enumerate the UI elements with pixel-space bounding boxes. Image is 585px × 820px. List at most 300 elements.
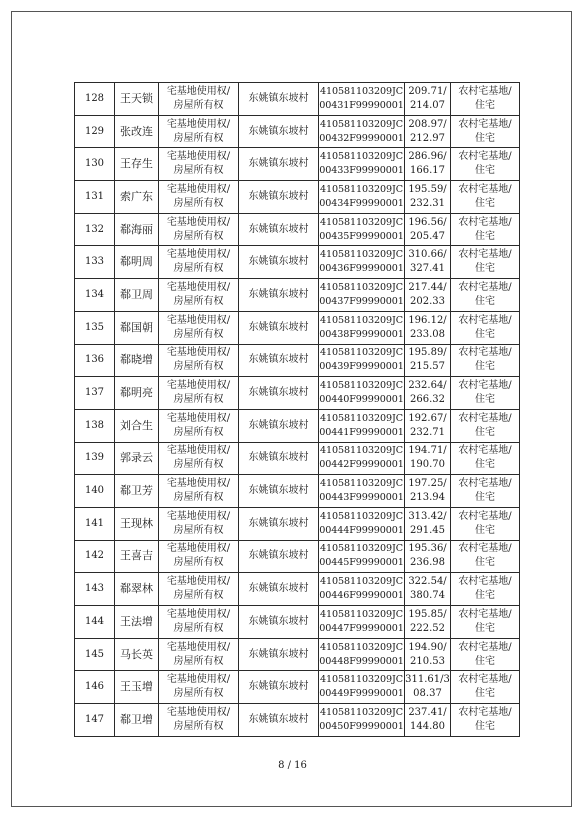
row-number-cell (75, 115, 115, 148)
owner-name-cell (115, 83, 159, 116)
unit-code-cell (319, 638, 405, 671)
location-cell (239, 475, 319, 508)
location: 东姚镇东坡村 (248, 583, 309, 595)
owner-name: 郗卫增 (120, 712, 153, 726)
owner-name: 郗明周 (120, 255, 153, 269)
right-type: 宅基地使用权/ 房屋所有权 (166, 576, 231, 602)
unit-code: 410581103209JC 00447F99990001 (319, 608, 404, 634)
area-cell (405, 213, 451, 246)
unit-code-cell (319, 540, 405, 573)
right-type-cell (159, 704, 239, 737)
location: 东姚镇东坡村 (248, 452, 309, 464)
table-body (75, 83, 520, 737)
owner-name-cell (115, 442, 159, 475)
table-row (75, 704, 520, 737)
registration-table (74, 82, 520, 737)
owner-name: 王喜吉 (120, 549, 153, 563)
area-cell (405, 671, 451, 704)
owner-name: 郗卫芳 (120, 484, 153, 498)
land-use: 农村宅基地/ 住宅 (458, 543, 512, 569)
row-number: 131 (84, 190, 105, 202)
area-cell (405, 475, 451, 508)
owner-name: 马长英 (120, 647, 153, 661)
location-cell (239, 671, 319, 704)
area: 194.90/ 210.53 (408, 641, 447, 667)
land-use: 农村宅基地/ 住宅 (458, 216, 512, 242)
right-type-cell (159, 638, 239, 671)
land-use-cell (451, 311, 520, 344)
area-cell (405, 638, 451, 671)
right-type: 宅基地使用权/ 房屋所有权 (166, 85, 231, 111)
area: 232.64/ 266.32 (408, 380, 447, 406)
right-type: 宅基地使用权/ 房屋所有权 (166, 674, 231, 700)
row-number: 147 (84, 713, 105, 725)
table-row (75, 606, 520, 639)
right-type: 宅基地使用权/ 房屋所有权 (166, 380, 231, 406)
land-use-cell (451, 442, 520, 475)
location-cell (239, 115, 319, 148)
area-cell (405, 409, 451, 442)
right-type-cell (159, 671, 239, 704)
row-number: 139 (84, 452, 105, 464)
right-type: 宅基地使用权/ 房屋所有权 (166, 641, 231, 667)
area: 237.41/ 144.80 (408, 706, 447, 732)
right-type-cell (159, 442, 239, 475)
location: 东姚镇东坡村 (248, 550, 309, 562)
land-use: 农村宅基地/ 住宅 (458, 412, 512, 438)
location-cell (239, 246, 319, 279)
row-number: 145 (84, 648, 105, 660)
unit-code-cell (319, 442, 405, 475)
area-cell (405, 115, 451, 148)
land-use: 农村宅基地/ 住宅 (458, 706, 512, 732)
land-use: 农村宅基地/ 住宅 (458, 380, 512, 406)
unit-code-cell (319, 606, 405, 639)
unit-code: 410581103209JC 00433F99990001 (319, 151, 404, 177)
owner-name: 王现林 (120, 516, 153, 530)
row-number-cell (75, 507, 115, 540)
table-row (75, 115, 520, 148)
location-cell (239, 540, 319, 573)
table-row (75, 540, 520, 573)
table-row (75, 148, 520, 181)
area: 197.25/ 213.94 (408, 478, 447, 504)
right-type-cell (159, 311, 239, 344)
area: 192.67/ 232.71 (408, 412, 447, 438)
right-type: 宅基地使用权/ 房屋所有权 (166, 510, 231, 536)
area-cell (405, 606, 451, 639)
land-use-cell (451, 507, 520, 540)
location: 东姚镇东坡村 (248, 92, 309, 104)
land-use-cell (451, 638, 520, 671)
land-use: 农村宅基地/ 住宅 (458, 347, 512, 373)
land-use-cell (451, 246, 520, 279)
unit-code-cell (319, 115, 405, 148)
area-cell (405, 573, 451, 606)
row-number-cell (75, 540, 115, 573)
land-use-cell (451, 540, 520, 573)
location-cell (239, 148, 319, 181)
right-type-cell (159, 475, 239, 508)
table-row (75, 638, 520, 671)
land-use: 农村宅基地/ 住宅 (458, 576, 512, 602)
area-cell (405, 540, 451, 573)
row-number-cell (75, 377, 115, 410)
row-number: 128 (84, 92, 105, 104)
right-type-cell (159, 213, 239, 246)
location-cell (239, 344, 319, 377)
area: 195.59/ 232.31 (408, 183, 447, 209)
right-type-cell (159, 409, 239, 442)
owner-name: 郗海丽 (120, 222, 153, 236)
location-cell (239, 704, 319, 737)
area: 209.71/ 214.07 (408, 85, 447, 111)
area-cell (405, 311, 451, 344)
unit-code: 410581103209JC 00440F99990001 (319, 380, 404, 406)
right-type-cell (159, 115, 239, 148)
row-number: 138 (84, 419, 105, 431)
land-use-cell (451, 115, 520, 148)
owner-name-cell (115, 181, 159, 214)
location: 东姚镇东坡村 (248, 517, 309, 529)
table-row (75, 671, 520, 704)
location: 东姚镇东坡村 (248, 419, 309, 431)
area: 195.36/ 236.98 (408, 543, 447, 569)
location: 东姚镇东坡村 (248, 648, 309, 660)
land-use-cell (451, 377, 520, 410)
right-type-cell (159, 344, 239, 377)
row-number: 130 (84, 158, 105, 170)
unit-code: 410581103209JC 00448F99990001 (319, 641, 404, 667)
location: 东姚镇东坡村 (248, 485, 309, 497)
owner-name: 王玉增 (120, 680, 153, 694)
area: 196.56/ 205.47 (408, 216, 447, 242)
area: 310.66/ 327.41 (408, 249, 447, 275)
right-type-cell (159, 148, 239, 181)
location-cell (239, 638, 319, 671)
row-number-cell (75, 573, 115, 606)
owner-name: 郗国朝 (120, 320, 153, 334)
owner-name: 王天锁 (120, 91, 153, 105)
owner-name: 索广东 (120, 189, 153, 203)
location-cell (239, 213, 319, 246)
right-type-cell (159, 83, 239, 116)
land-use-cell (451, 704, 520, 737)
location: 东姚镇东坡村 (248, 288, 309, 300)
row-number: 129 (84, 125, 105, 137)
right-type: 宅基地使用权/ 房屋所有权 (166, 216, 231, 242)
land-use: 农村宅基地/ 住宅 (458, 608, 512, 634)
row-number-cell (75, 148, 115, 181)
unit-code-cell (319, 344, 405, 377)
right-type-cell (159, 507, 239, 540)
table-row (75, 311, 520, 344)
row-number-cell (75, 671, 115, 704)
right-type: 宅基地使用权/ 房屋所有权 (166, 445, 231, 471)
row-number-cell (75, 279, 115, 312)
table-row (75, 213, 520, 246)
owner-name-cell (115, 377, 159, 410)
right-type: 宅基地使用权/ 房屋所有权 (166, 608, 231, 634)
location: 东姚镇东坡村 (248, 387, 309, 399)
area-cell (405, 442, 451, 475)
owner-name: 王存生 (120, 157, 153, 171)
row-number-cell (75, 213, 115, 246)
owner-name-cell (115, 704, 159, 737)
location: 东姚镇东坡村 (248, 190, 309, 202)
page-number: 8 / 16 (278, 760, 307, 771)
location: 东姚镇东坡村 (248, 256, 309, 268)
row-number-cell (75, 704, 115, 737)
right-type: 宅基地使用权/ 房屋所有权 (166, 151, 231, 177)
row-number-cell (75, 246, 115, 279)
owner-name: 郗卫周 (120, 287, 153, 301)
owner-name: 郗明亮 (120, 386, 153, 400)
right-type: 宅基地使用权/ 房屋所有权 (166, 281, 231, 307)
row-number: 132 (84, 223, 105, 235)
land-use-cell (451, 606, 520, 639)
row-number-cell (75, 83, 115, 116)
row-number-cell (75, 606, 115, 639)
owner-name-cell (115, 507, 159, 540)
unit-code: 410581103209JC 00434F99990001 (319, 183, 404, 209)
unit-code: 410581103209JC 00439F99990001 (319, 347, 404, 373)
land-use: 农村宅基地/ 住宅 (458, 281, 512, 307)
unit-code: 410581103209JC 00435F99990001 (319, 216, 404, 242)
land-use: 农村宅基地/ 住宅 (458, 510, 512, 536)
land-use-cell (451, 475, 520, 508)
right-type-cell (159, 246, 239, 279)
land-use: 农村宅基地/ 住宅 (458, 314, 512, 340)
right-type: 宅基地使用权/ 房屋所有权 (166, 347, 231, 373)
unit-code: 410581103209JC 00444F99990001 (319, 510, 404, 536)
right-type: 宅基地使用权/ 房屋所有权 (166, 706, 231, 732)
unit-code-cell (319, 83, 405, 116)
owner-name-cell (115, 344, 159, 377)
unit-code-cell (319, 704, 405, 737)
land-use-cell (451, 181, 520, 214)
row-number: 135 (84, 321, 105, 333)
right-type: 宅基地使用权/ 房屋所有权 (166, 314, 231, 340)
right-type: 宅基地使用权/ 房屋所有权 (166, 412, 231, 438)
table-row (75, 377, 520, 410)
location: 东姚镇东坡村 (248, 321, 309, 333)
area-cell (405, 148, 451, 181)
unit-code: 410581103209JC 00441F99990001 (319, 412, 404, 438)
right-type-cell (159, 377, 239, 410)
owner-name-cell (115, 246, 159, 279)
unit-code-cell (319, 409, 405, 442)
area: 195.85/ 222.52 (408, 608, 447, 634)
location-cell (239, 279, 319, 312)
area-cell (405, 181, 451, 214)
row-number-cell (75, 344, 115, 377)
land-use-cell (451, 409, 520, 442)
unit-code: 410581103209JC 00443F99990001 (319, 478, 404, 504)
land-use: 农村宅基地/ 住宅 (458, 478, 512, 504)
row-number: 137 (84, 387, 105, 399)
row-number: 140 (84, 485, 105, 497)
location: 东姚镇东坡村 (248, 681, 309, 693)
location-cell (239, 507, 319, 540)
owner-name-cell (115, 213, 159, 246)
unit-code-cell (319, 377, 405, 410)
row-number-cell (75, 442, 115, 475)
table-row (75, 344, 520, 377)
owner-name-cell (115, 115, 159, 148)
owner-name-cell (115, 279, 159, 312)
row-number-cell (75, 181, 115, 214)
owner-name-cell (115, 671, 159, 704)
unit-code-cell (319, 213, 405, 246)
land-use: 农村宅基地/ 住宅 (458, 445, 512, 471)
owner-name-cell (115, 148, 159, 181)
unit-code: 410581103209JC 00438F99990001 (319, 314, 404, 340)
area: 311.61/3 08.37 (405, 674, 450, 700)
location-cell (239, 181, 319, 214)
area-cell (405, 279, 451, 312)
land-use: 农村宅基地/ 住宅 (458, 641, 512, 667)
area: 208.97/ 212.97 (408, 118, 447, 144)
row-number: 142 (84, 550, 105, 562)
area: 313.42/ 291.45 (408, 510, 447, 536)
row-number: 146 (84, 681, 105, 693)
owner-name: 郗翠林 (120, 582, 153, 596)
table-row (75, 246, 520, 279)
row-number-cell (75, 475, 115, 508)
unit-code-cell (319, 671, 405, 704)
land-use: 农村宅基地/ 住宅 (458, 249, 512, 275)
unit-code: 410581103209JC 00436F99990001 (319, 249, 404, 275)
owner-name-cell (115, 409, 159, 442)
right-type: 宅基地使用权/ 房屋所有权 (166, 249, 231, 275)
owner-name-cell (115, 475, 159, 508)
land-use-cell (451, 279, 520, 312)
unit-code-cell (319, 573, 405, 606)
unit-code: 410581103209JC 00437F99990001 (319, 281, 404, 307)
land-use: 农村宅基地/ 住宅 (458, 118, 512, 144)
right-type: 宅基地使用权/ 房屋所有权 (166, 183, 231, 209)
location: 东姚镇东坡村 (248, 158, 309, 170)
land-use: 农村宅基地/ 住宅 (458, 674, 512, 700)
table-row (75, 507, 520, 540)
location: 东姚镇东坡村 (248, 223, 309, 235)
land-use-cell (451, 213, 520, 246)
area-cell (405, 83, 451, 116)
unit-code-cell (319, 311, 405, 344)
land-use: 农村宅基地/ 住宅 (458, 183, 512, 209)
unit-code: 410581103209JC 00445F99990001 (319, 543, 404, 569)
table-row (75, 279, 520, 312)
owner-name: 郗晓增 (120, 353, 153, 367)
location-cell (239, 311, 319, 344)
area-cell (405, 507, 451, 540)
owner-name: 郭录云 (120, 451, 153, 465)
row-number-cell (75, 638, 115, 671)
unit-code: 410581103209JC 00432F99990001 (319, 118, 404, 144)
land-use-cell (451, 573, 520, 606)
area: 286.96/ 166.17 (408, 151, 447, 177)
right-type-cell (159, 279, 239, 312)
area: 322.54/ 380.74 (408, 576, 447, 602)
right-type-cell (159, 540, 239, 573)
unit-code-cell (319, 279, 405, 312)
unit-code: 410581103209JC 00431F99990001 (319, 85, 404, 111)
land-use-cell (451, 148, 520, 181)
location: 东姚镇东坡村 (248, 713, 309, 725)
right-type-cell (159, 573, 239, 606)
location-cell (239, 606, 319, 639)
land-use: 农村宅基地/ 住宅 (458, 151, 512, 177)
table-row (75, 83, 520, 116)
location-cell (239, 442, 319, 475)
row-number: 133 (84, 256, 105, 268)
land-use-cell (451, 344, 520, 377)
unit-code: 410581103209JC 00450F99990001 (319, 706, 404, 732)
table-row (75, 475, 520, 508)
row-number: 141 (84, 517, 105, 529)
unit-code: 410581103209JC 00449F99990001 (319, 674, 404, 700)
unit-code: 410581103209JC 00446F99990001 (319, 576, 404, 602)
right-type: 宅基地使用权/ 房屋所有权 (166, 118, 231, 144)
table-row (75, 573, 520, 606)
land-use-cell (451, 83, 520, 116)
location: 东姚镇东坡村 (248, 125, 309, 137)
table-row (75, 442, 520, 475)
location: 东姚镇东坡村 (248, 615, 309, 627)
owner-name: 张改连 (120, 124, 153, 138)
owner-name-cell (115, 540, 159, 573)
unit-code-cell (319, 148, 405, 181)
location-cell (239, 377, 319, 410)
row-number: 136 (84, 354, 105, 366)
land-use-cell (451, 671, 520, 704)
area-cell (405, 377, 451, 410)
right-type-cell (159, 181, 239, 214)
table-row (75, 409, 520, 442)
owner-name-cell (115, 606, 159, 639)
row-number: 134 (84, 288, 105, 300)
location-cell (239, 83, 319, 116)
land-use: 农村宅基地/ 住宅 (458, 85, 512, 111)
row-number-cell (75, 311, 115, 344)
owner-name: 王法增 (120, 614, 153, 628)
unit-code-cell (319, 475, 405, 508)
right-type: 宅基地使用权/ 房屋所有权 (166, 543, 231, 569)
area-cell (405, 246, 451, 279)
owner-name-cell (115, 311, 159, 344)
area-cell (405, 344, 451, 377)
area: 194.71/ 190.70 (408, 445, 447, 471)
location-cell (239, 573, 319, 606)
owner-name-cell (115, 638, 159, 671)
table-row (75, 181, 520, 214)
row-number: 144 (84, 615, 105, 627)
unit-code-cell (319, 181, 405, 214)
location: 东姚镇东坡村 (248, 354, 309, 366)
area: 196.12/ 233.08 (408, 314, 447, 340)
owner-name-cell (115, 573, 159, 606)
unit-code-cell (319, 246, 405, 279)
area-cell (405, 704, 451, 737)
area: 217.44/ 202.33 (408, 281, 447, 307)
location-cell (239, 409, 319, 442)
unit-code-cell (319, 507, 405, 540)
owner-name: 刘合生 (120, 418, 153, 432)
right-type: 宅基地使用权/ 房屋所有权 (166, 478, 231, 504)
right-type-cell (159, 606, 239, 639)
row-number: 143 (84, 583, 105, 595)
